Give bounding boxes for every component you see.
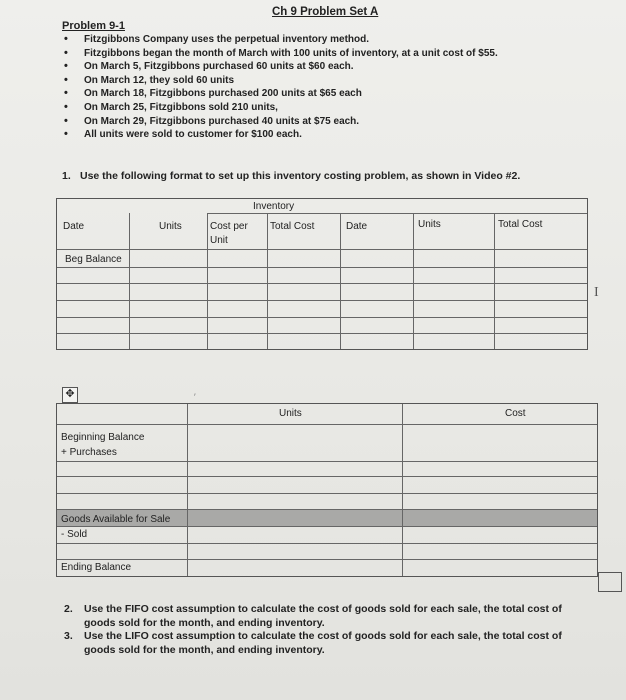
resize-handle[interactable] (598, 572, 622, 592)
col-header-unit: Unit (210, 235, 228, 246)
question-number: 3. (64, 630, 73, 642)
cost-summary-table (56, 403, 598, 577)
col-header-units-2: Units (418, 219, 441, 230)
question-number: 1. (62, 170, 71, 182)
row-label-sold: - Sold (61, 529, 88, 540)
list-item: • All units were sold to customer for $100 each. (60, 128, 580, 142)
question-text: Use the following format to set up this inventory costing problem, as shown in Video #2. (80, 170, 521, 182)
stray-mark: ′ (194, 392, 196, 402)
list-item: • On March 18, Fitzgibbons purchased 200 units at $65 each (60, 87, 580, 101)
col-header-date: Date (63, 221, 85, 232)
col-header-units: Units (159, 221, 182, 232)
move-handle-icon[interactable]: ✥ (62, 387, 78, 403)
page-title: Ch 9 Problem Set A (272, 6, 379, 18)
question-number: 2. (64, 603, 73, 615)
inventory-table (56, 198, 588, 350)
col-header-total-cost-2: Total Cost (498, 219, 543, 230)
col-header-total-cost: Total Cost (270, 221, 315, 232)
question-list (64, 603, 584, 657)
text-cursor-icon: I (594, 285, 599, 300)
col-header-cost-per: Cost per (210, 221, 248, 232)
row-label-ending-balance: Ending Balance (61, 562, 132, 573)
question-3 (64, 630, 584, 657)
inventory-group-header: Inventory (253, 201, 295, 212)
question-text: Use the LIFO cost assumption to calculate the cost of goods sold for each sale, the total cost of goods sold for the month, and ending inventory. (84, 630, 562, 656)
list-item: • On March 25, Fitzgibbons sold 210 units, (60, 101, 580, 115)
question-1 (62, 170, 520, 182)
question-2 (64, 603, 584, 630)
list-item: • On March 29, Fitzgibbons purchased 40 units at $75 each. (60, 115, 580, 129)
col-header-date-2: Date (346, 221, 368, 232)
problem-bullet-list (60, 33, 580, 142)
question-text: Use the FIFO cost assumption to calculate the cost of goods sold for each sale, the total cost of goods sold for the month, and ending inventory. (84, 603, 562, 629)
row-label-beginning-balance: Beginning Balance (61, 432, 145, 443)
list-item: • Fitzgibbons began the month of March with 100 units of inventory, at a unit cost of $55. (60, 47, 580, 61)
list-item: • On March 12, they sold 60 units (60, 74, 580, 88)
col-header-cost: Cost (505, 408, 526, 419)
col-header-units: Units (279, 408, 302, 419)
row-label-purchases: + Purchases (61, 447, 117, 458)
row-label-goods-available: Goods Available for Sale (61, 514, 171, 525)
list-item: • Fitzgibbons Company uses the perpetual inventory method. (60, 33, 580, 47)
problem-title: Problem 9-1 (62, 20, 125, 32)
row-label-beg-balance: Beg Balance (65, 254, 122, 265)
list-item: • On March 5, Fitzgibbons purchased 60 units at $60 each. (60, 60, 580, 74)
